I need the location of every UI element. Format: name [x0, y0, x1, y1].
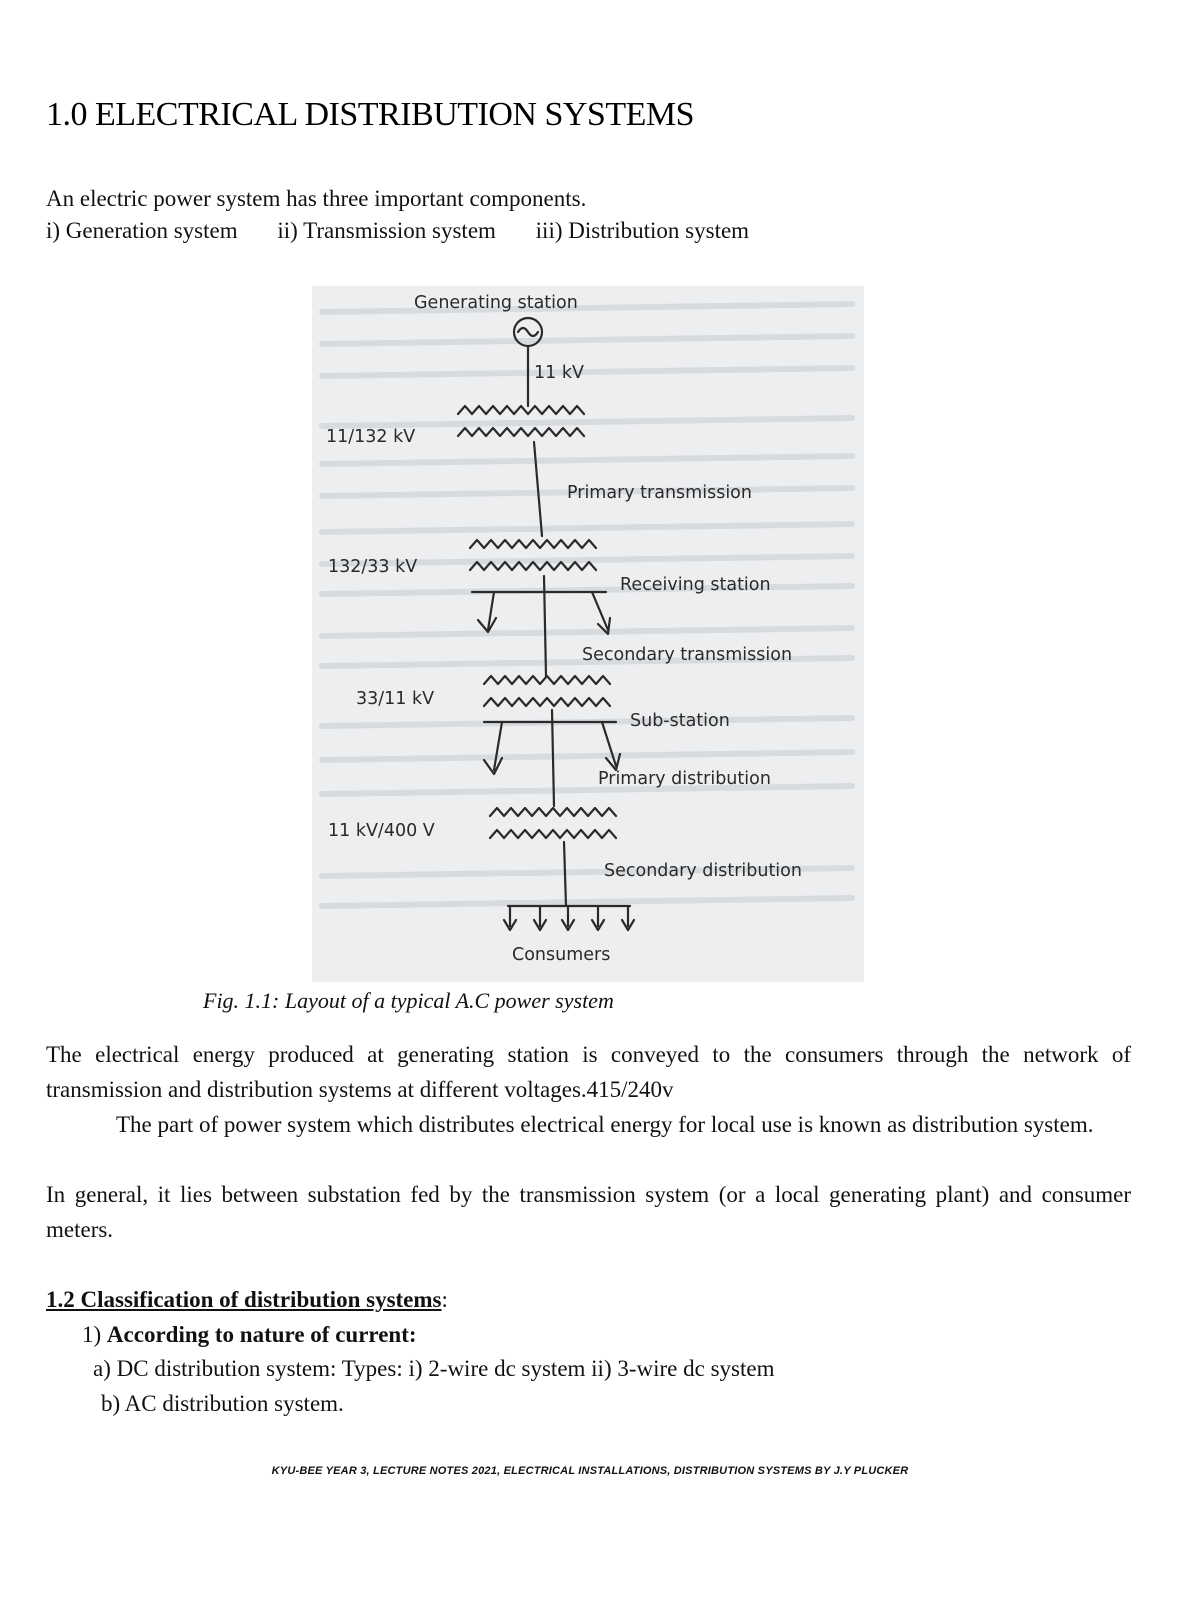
- figure-caption: Fig. 1.1: Layout of a typical A.C power system: [203, 988, 614, 1013]
- classification-heading: [46, 1287, 448, 1313]
- item-ac-distribution: b) AC distribution system.: [101, 1391, 344, 1416]
- components-list: [46, 218, 783, 244]
- label-gen-voltage: 11 kV: [534, 363, 584, 383]
- item-dc-distribution: a) DC distribution system: Types: i) 2-wire dc system ii) 3-wire dc system: [93, 1356, 775, 1381]
- paragraph-1: The electrical energy produced at generating station is conveyed to the consumers through the network of transmission and distribution systems at different voltages.415/240v: [46, 1042, 1131, 1102]
- label-t4-ratio: 11 kV/400 V: [328, 821, 435, 841]
- page-footer: KYU-BEE YEAR 3, LECTURE NOTES 2021, ELECTRICAL INSTALLATIONS, DISTRIBUTION SYSTEMS BY J.Y PLUCKER: [271, 1465, 909, 1477]
- classification-heading-colon: :: [441, 1287, 448, 1312]
- component-item: ii) Transmission system: [277, 218, 496, 243]
- label-t2-ratio: 132/33 kV: [328, 557, 418, 577]
- label-secondary-transmission: Secondary transmission: [582, 645, 793, 665]
- label-primary-distribution: Primary distribution: [598, 769, 771, 789]
- intro-text: An electric power system has three important components.: [46, 186, 587, 211]
- label-secondary-distribution: Secondary distribution: [604, 861, 802, 881]
- component-item: iii) Distribution system: [535, 218, 750, 243]
- label-receiving-station: Receiving station: [620, 575, 771, 595]
- power-system-figure: [312, 286, 864, 982]
- paragraph-3: In general, it lies between substation fed by the transmission system (or a local generating plant) and consumer meters.: [46, 1182, 1131, 1242]
- paragraph-2: The part of power system which distributes electrical energy for local use is known as distribution system.: [116, 1112, 1094, 1137]
- subheading-nature-of-current: [82, 1322, 417, 1348]
- label-sub-station: Sub-station: [630, 711, 730, 731]
- subheading-text: According to nature of current:: [106, 1322, 417, 1347]
- subheading-number: 1): [82, 1322, 102, 1347]
- page-title: 1.0 ELECTRICAL DISTRIBUTION SYSTEMS: [46, 96, 695, 133]
- component-item: i) Generation system: [46, 218, 238, 243]
- label-consumers: Consumers: [512, 945, 611, 965]
- label-primary-transmission: Primary transmission: [567, 483, 752, 503]
- label-t3-ratio: 33/11 kV: [356, 689, 435, 709]
- power-system-diagram: [312, 286, 864, 982]
- classification-heading-text: 1.2 Classification of distribution systems: [46, 1287, 442, 1312]
- label-generating-station: Generating station: [414, 293, 578, 313]
- label-t1-ratio: 11/132 kV: [326, 427, 416, 447]
